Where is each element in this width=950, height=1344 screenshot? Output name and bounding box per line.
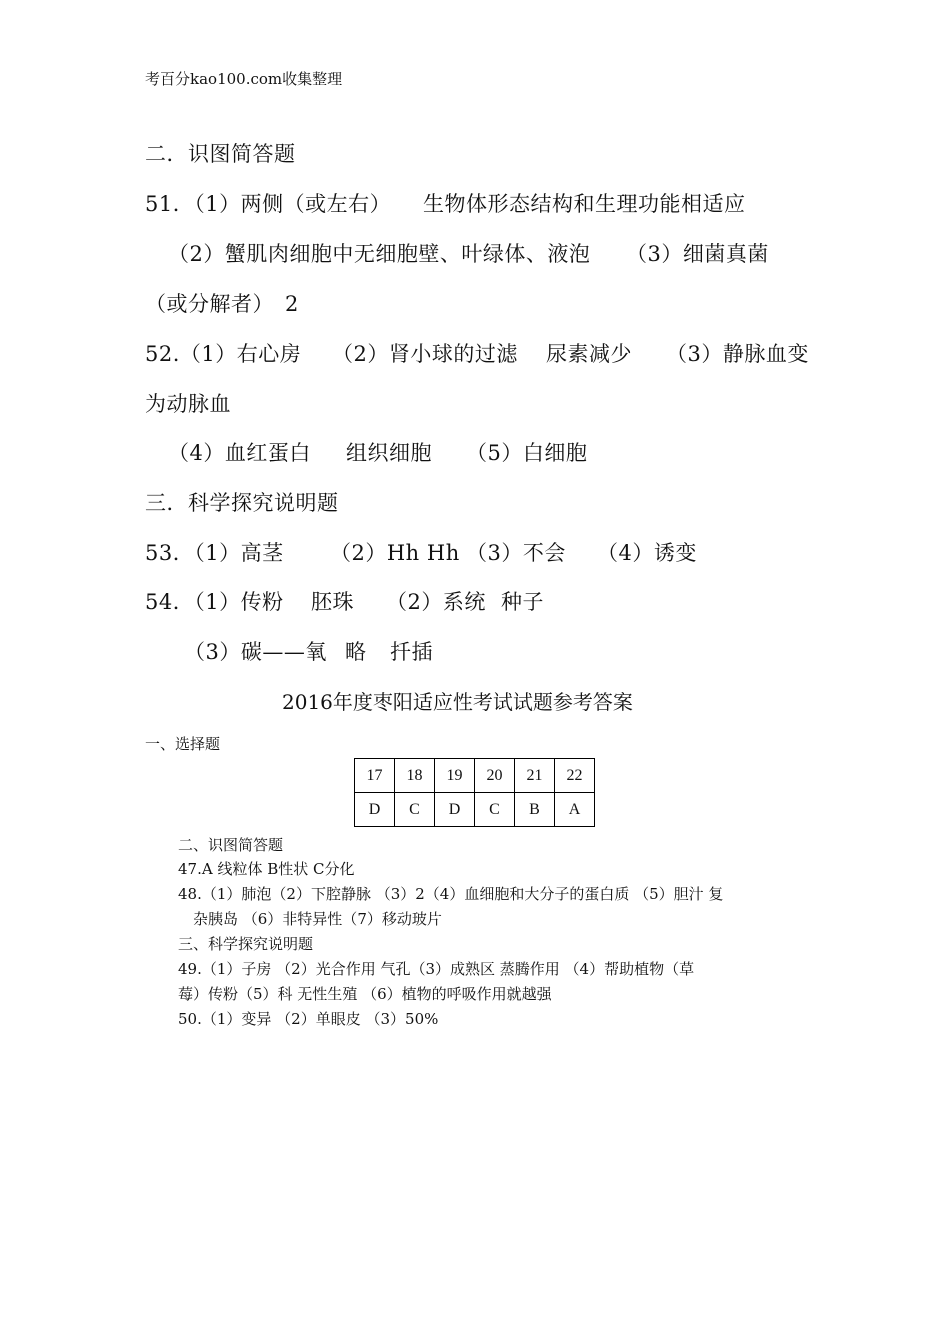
q54-answer-1: 54．（1）传粉 bbox=[145, 590, 284, 614]
q48-answer-line1: 48.（1）肺泡（2）下腔静脉 （3）2（4）血细胞和大分子的蛋白质 （5）胆汁 复 bbox=[178, 885, 724, 903]
q52-answer-2: （2）肾小球的过滤 bbox=[332, 342, 518, 366]
q52-answer-1: 52.（1）右心房 bbox=[145, 342, 302, 366]
answer-key-title: 2016年度枣阳适应性考试试题参考答案 bbox=[282, 690, 633, 714]
q53-answer-2: （2）Hh Hh bbox=[330, 541, 460, 565]
q52-answer-3-cont: 为动脉血 bbox=[145, 392, 231, 416]
question-number-cell: 17 bbox=[355, 759, 395, 793]
page-header: 考百分kao100.com收集整理 bbox=[145, 70, 343, 88]
q54-answer-3b: 略 bbox=[345, 640, 367, 664]
question-number-cell: 18 bbox=[395, 759, 435, 793]
q53-answer-3: （3）不会 bbox=[466, 541, 566, 565]
question-number-cell: 22 bbox=[555, 759, 595, 793]
q49-answer-line1: 49.（1）子房 （2）光合作用 气孔（3）成熟区 蒸腾作用 （4）帮助植物（草 bbox=[178, 960, 695, 978]
q52-answer-5: （5）白细胞 bbox=[466, 441, 588, 465]
choice-section-heading: 一、选择题 bbox=[145, 735, 221, 753]
q53-answer-4: （4）诱变 bbox=[597, 541, 697, 565]
q54-answer-2: （2）系统 bbox=[386, 590, 486, 614]
q50-answer: 50.（1）变异 （2）单眼皮 （3）50% bbox=[178, 1010, 439, 1028]
q54-answer-3: （3）碳——氧 bbox=[184, 640, 327, 664]
answer-row bbox=[355, 793, 595, 827]
q52-answer-4: （4）血红蛋白 bbox=[168, 441, 311, 465]
q51-answer-3: （3）细菌真菌 bbox=[626, 242, 769, 266]
q53-answer-1: 53．（1）高茎 bbox=[145, 541, 284, 565]
q52-answer-4b: 组织细胞 bbox=[346, 441, 432, 465]
answer-cell: B bbox=[515, 793, 555, 827]
q52-answer-3: （3）静脉血变 bbox=[666, 342, 809, 366]
section-heading-2: 二．识图简答题 bbox=[145, 142, 296, 166]
question-number-row bbox=[355, 759, 595, 793]
q51-answer-1b: 生物体形态结构和生理功能相适应 bbox=[423, 192, 746, 216]
section-heading-3: 三．科学探究说明题 bbox=[145, 491, 339, 515]
question-number-cell: 21 bbox=[515, 759, 555, 793]
choice-answer-table bbox=[354, 758, 595, 827]
answer-cell: C bbox=[395, 793, 435, 827]
answer-cell: D bbox=[355, 793, 395, 827]
q51-answer-2: （2）蟹肌肉细胞中无细胞壁、叶绿体、液泡 bbox=[168, 242, 591, 266]
q51-answer-1: 51．（1）两侧（或左右） bbox=[145, 192, 392, 216]
question-number-cell: 20 bbox=[475, 759, 515, 793]
q54-answer-2b: 种子 bbox=[501, 590, 544, 614]
answer-cell: A bbox=[555, 793, 595, 827]
answer-cell: D bbox=[435, 793, 475, 827]
q47-answer: 47.A 线粒体 B性状 C分化 bbox=[178, 860, 355, 878]
q54-answer-3c: 扦插 bbox=[390, 640, 433, 664]
question-number-cell: 19 bbox=[435, 759, 475, 793]
answer-cell: C bbox=[475, 793, 515, 827]
inquiry-section-heading: 三、科学探究说明题 bbox=[178, 935, 314, 953]
q48-answer-line2: 杂胰岛 （6）非特异性（7）移动玻片 bbox=[193, 910, 442, 928]
q51-answer-3-cont: （或分解者） 2 bbox=[145, 292, 299, 316]
diagram-section-heading: 二、识图简答题 bbox=[178, 836, 284, 854]
q54-answer-1b: 胚珠 bbox=[311, 590, 354, 614]
q49-answer-line2: 莓）传粉（5）科 无性生殖 （6）植物的呼吸作用就越强 bbox=[178, 985, 552, 1003]
q52-answer-2b: 尿素减少 bbox=[546, 342, 632, 366]
